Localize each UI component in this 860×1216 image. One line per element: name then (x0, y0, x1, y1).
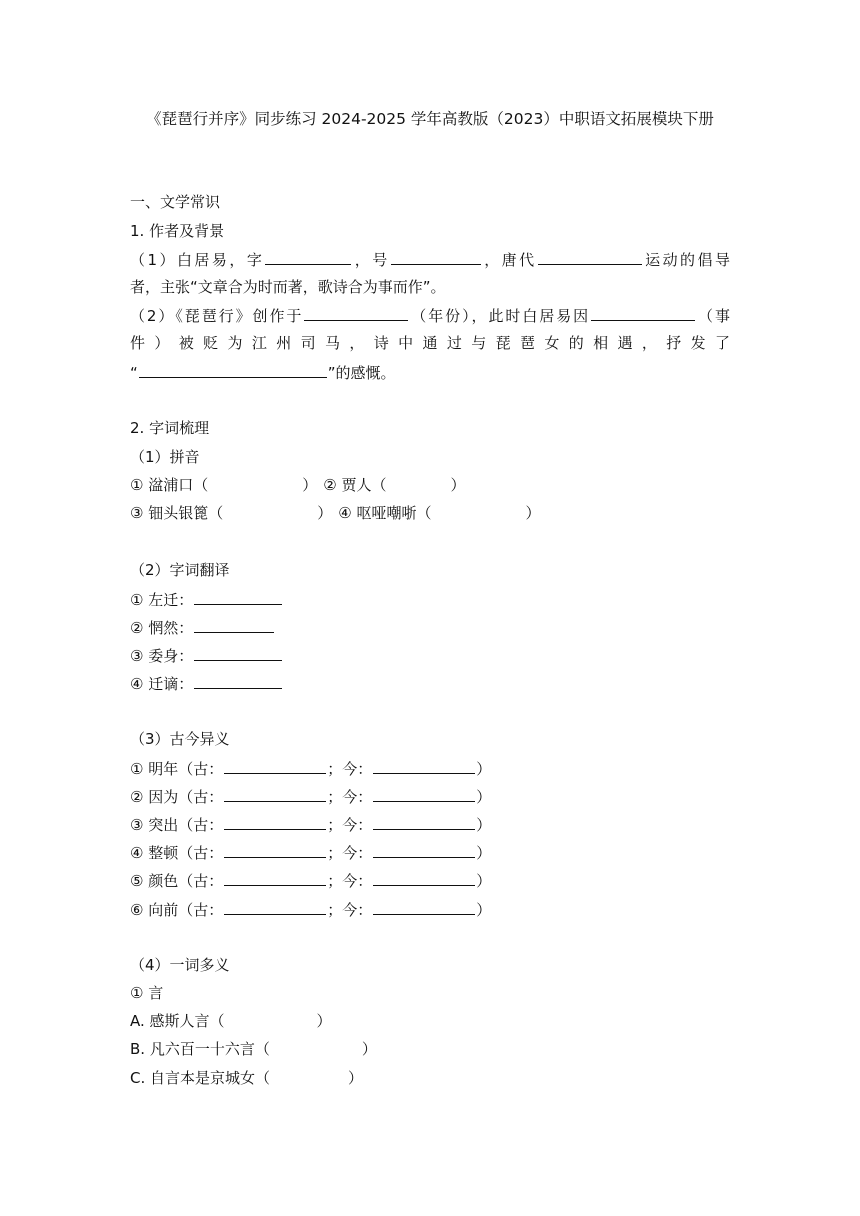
answer-blank[interactable] (194, 673, 282, 689)
yiyi-item (130, 786, 491, 807)
answer-blank[interactable] (194, 589, 282, 605)
question-text: ，号 (352, 251, 390, 269)
translate-item (130, 617, 275, 638)
question-text: （1）白居易，字 (130, 251, 265, 269)
question-text: ） (476, 816, 492, 834)
subsection-heading: （1）拼音 (130, 448, 200, 466)
question-text: ） (302, 476, 318, 494)
yiyi-item (130, 899, 491, 920)
question-text: ） (525, 504, 541, 522)
subsection-heading: （2）字词翻译 (130, 561, 230, 579)
subsection-heading: （4）一词多义 (130, 956, 230, 974)
question-heading: 1. 作者及背景 (130, 222, 225, 240)
answer-blank[interactable] (194, 645, 282, 661)
question-text: ③ 突出 (130, 816, 179, 834)
answer-blank[interactable] (224, 842, 326, 858)
question-text: ） (476, 901, 492, 919)
answer-blank[interactable] (224, 758, 326, 774)
answer-blank[interactable] (373, 786, 475, 802)
question-text: （2）《琵琶行》创作于 (130, 307, 304, 325)
question-text: （古： (178, 872, 224, 890)
question-text: （古： (178, 760, 224, 778)
answer-blank[interactable] (373, 899, 475, 915)
translate-item (130, 673, 283, 694)
question-text: ） (476, 844, 492, 862)
question-text: ） (361, 1040, 377, 1058)
question-text: ） (476, 760, 492, 778)
question-text: ） (317, 504, 333, 522)
answer-blank[interactable] (373, 814, 475, 830)
question-text: ④ 迁谪： (130, 675, 194, 693)
answer-blank[interactable] (373, 870, 475, 886)
question-text: ② 惘然： (130, 619, 194, 637)
question-text: “ (130, 364, 138, 382)
question-text: ② 因为 (130, 788, 179, 806)
question-text: ① 明年 (130, 760, 179, 778)
question-line: 者，主张“文章合为时而著，歌诗合为事而作”。 (130, 278, 446, 296)
answer-blank[interactable] (591, 305, 695, 321)
answer-blank[interactable] (391, 249, 481, 265)
answer-blank[interactable] (139, 362, 327, 378)
question-text: C. 自言本是京城女（ (130, 1069, 271, 1087)
question-text: ④ 整顿 (130, 844, 179, 862)
polysemy-item (130, 1068, 363, 1088)
question-text: ③ 委身： (130, 647, 194, 665)
translate-item (130, 645, 283, 666)
question-text: 运动的倡导 (642, 251, 730, 269)
question-text: B. 凡六百一十六言（ (130, 1040, 270, 1058)
question-line (130, 249, 730, 270)
pinyin-row (130, 503, 540, 523)
answer-blank[interactable] (265, 249, 351, 265)
question-text: （古： (178, 901, 224, 919)
question-text: ⑥ 向前 (130, 901, 179, 919)
question-text: ；今： (327, 816, 373, 834)
answer-blank[interactable] (304, 305, 408, 321)
question-text: ② 贾人（ (323, 476, 387, 494)
question-text: ；今： (327, 901, 373, 919)
yiyi-item (130, 814, 491, 835)
question-text: ，唐代 (481, 251, 537, 269)
question-text: ⑤ 颜色 (130, 872, 179, 890)
question-text: ；今： (327, 760, 373, 778)
question-text: ） (450, 476, 466, 494)
question-text: ） (476, 872, 492, 890)
answer-blank[interactable] (373, 842, 475, 858)
question-text: ；今： (327, 872, 373, 890)
document-title: 《琵琶行并序》同步练习 2024-2025 学年高教版（2023）中职语文拓展模块下册 (146, 110, 714, 128)
yiyi-item (130, 870, 491, 891)
question-line: 件）被贬为江州司马，诗中通过与琵琶女的相遇，抒发了 (130, 334, 730, 352)
polysemy-word: ① 言 (130, 984, 164, 1002)
question-text: ） (316, 1012, 332, 1030)
pinyin-row (130, 475, 465, 495)
answer-blank[interactable] (224, 814, 326, 830)
answer-blank[interactable] (538, 249, 642, 265)
question-text: ；今： (327, 844, 373, 862)
question-text: （古： (178, 844, 224, 862)
section-heading: 一、文学常识 (130, 193, 221, 211)
question-heading: 2. 字词梳理 (130, 419, 210, 437)
translate-item (130, 589, 283, 610)
question-text: ”的感慨。 (327, 364, 396, 382)
polysemy-item (130, 1011, 332, 1031)
question-text: ① 左迁： (130, 591, 194, 609)
yiyi-item (130, 842, 491, 863)
question-text: A. 感斯人言（ (130, 1012, 225, 1030)
question-text: （古： (178, 788, 224, 806)
question-text: ③ 钿头银篦（ (130, 504, 224, 522)
answer-blank[interactable] (373, 758, 475, 774)
yiyi-item (130, 758, 491, 779)
polysemy-item (130, 1039, 377, 1059)
question-text: ） (348, 1069, 364, 1087)
question-text: ① 湓浦口（ (130, 476, 209, 494)
question-text: （年份），此时白居易因 (409, 307, 591, 325)
answer-blank[interactable] (194, 617, 274, 633)
question-text: ） (476, 788, 492, 806)
question-text: ；今： (327, 788, 373, 806)
answer-blank[interactable] (224, 899, 326, 915)
question-text: ④ 呕哑嘲哳（ (338, 504, 432, 522)
question-line (130, 362, 396, 383)
subsection-heading: （3）古今异义 (130, 730, 230, 748)
answer-blank[interactable] (224, 870, 326, 886)
question-text: （事 (696, 307, 730, 325)
question-text: （古： (178, 816, 224, 834)
answer-blank[interactable] (224, 786, 326, 802)
question-line (130, 305, 730, 326)
